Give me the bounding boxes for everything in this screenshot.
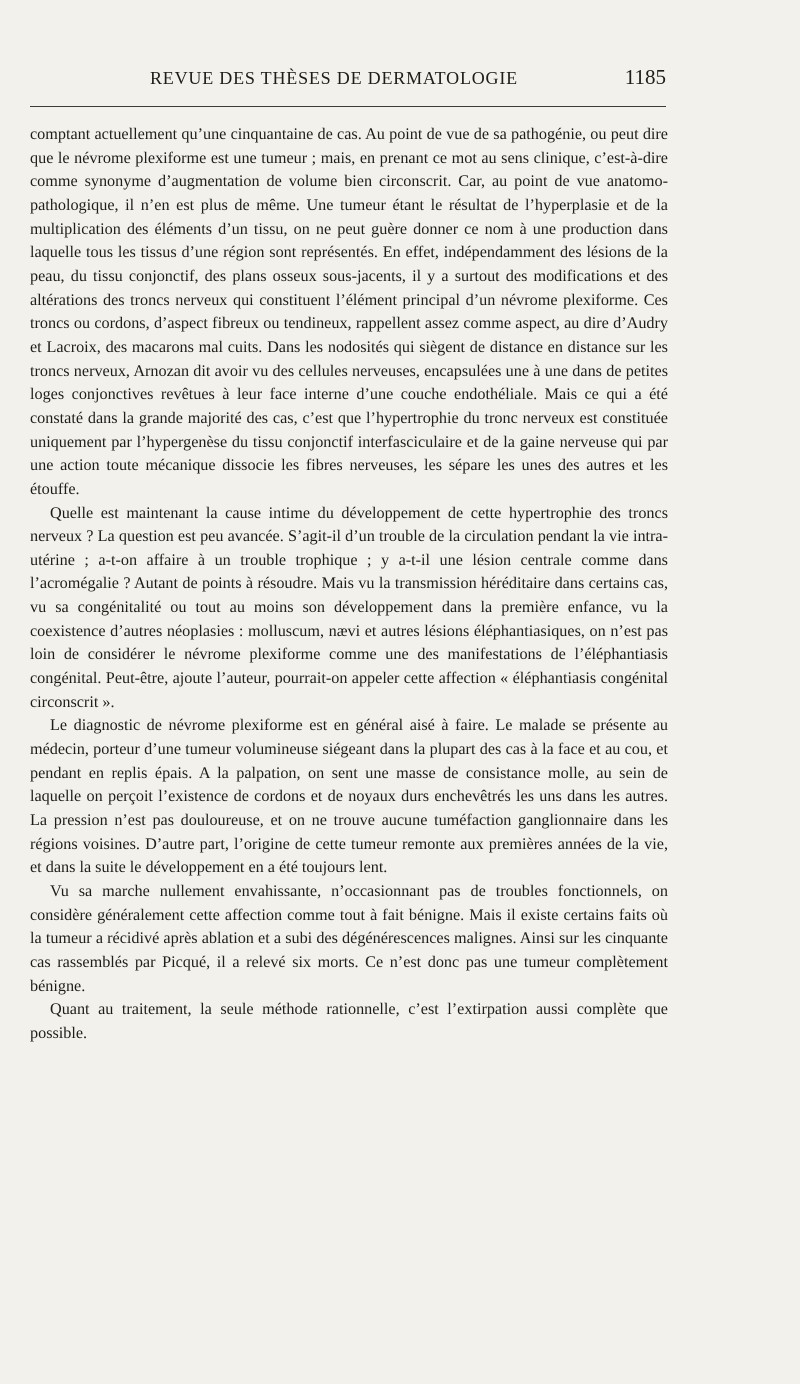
paragraph: Quelle est maintenant la cause intime du développement de cette hypertrophie des troncs nerveux ? La question est peu avancée. S’agit-il d’un trouble de la circulation pendant la vie intra-utérine ; a-t-on affaire à un trouble trophique ; y a-t-il une lésion centrale comme dans l’acromégalie ? Autant de points à résoudre. Mais vu la transmission héréditaire dans certains cas, vu sa congénitalité ou tout au moins son développement dans la première enfance, vu la coexistence d’autres néoplasies : molluscum, nævi et autres lésions éléphantiasiques, on n’est pas loin de considérer le névrome plexiforme comme une des manifestations de l’éléphantiasis congénital. Peut-être, ajoute l’auteur, pourrait-on appeler cette affection « éléphantiasis congénital circonscrit ».: [30, 503, 668, 711]
header-rule: [30, 106, 666, 107]
page-number: 1185: [624, 65, 666, 89]
paragraph: Quant au traitement, la seule méthode rationnelle, c’est l’extirpation aussi complète que possible.: [30, 1000, 668, 1042]
paragraph: Le diagnostic de névrome plexiforme est en général aisé à faire. Le malade se présente au médecin, porteur d’une tumeur volumineuse siégeant dans la plupart des cas à la face et au cou, et pendant en replis épais. A la palpation, on sent une masse de consistance molle, au sein de laquelle on perçoit l’existence de cordons et de noyaux durs enchevêtrés les uns dans les autres. La pression n’est pas douloureuse, et on ne trouve aucune tuméfaction ganglionnaire dans les régions voisines. D’autre part, l’origine de cette tumeur remonte aux premières années de la vie, et dans la suite le développement en a été toujours lent.: [30, 716, 668, 877]
running-title: REVUE DES THÈSES DE DERMATOLOGIE: [150, 68, 518, 88]
article-body: [30, 123, 668, 1046]
page-header: [140, 65, 670, 98]
paragraph: Vu sa marche nullement envahissante, n’occasionnant pas de troubles fonctionnels, on considère généralement cette affection comme tout à fait bénigne. Mais il existe certains faits où la tumeur a récidivé après ablation et a subi des dégénérescences malignes. Ainsi sur les cinquante cas rassemblés par Picqué, il a relevé six morts. Ce n’est donc pas une tumeur complètement bénigne.: [30, 882, 668, 995]
paragraph: comptant actuellement qu’une cinquantaine de cas. Au point de vue de sa pathogénie, ou peut dire que le névrome plexiforme est une tumeur ; mais, en prenant ce mot au sens clinique, c’est-à-dire comme synonyme d’augmentation de volume bien circonscrit. Car, au point de vue anatomo-pathologique, il n’en est plus de même. Une tumeur étant le résultat de l’hyperplasie et de la multiplication des éléments d’un tissu, on ne peut guère donner ce nom à une production dans laquelle tous les tissus d’une région sont représentés. En effet, indépendamment des lésions de la peau, du tissu conjonctif, des plans osseux sous-jacents, il y a surtout des modifications et des altérations des troncs nerveux qui constituent l’élément principal d’un névrome plexiforme. Ces troncs ou cordons, d’aspect fibreux ou tendineux, rappellent assez comme aspect, au dire d’Audry et Lacroix, des macarons mal cuits. Dans les nodosités qui siègent de distance en distance sur les troncs nerveux, Arnozan dit avoir vu des cellules nerveuses, encapsulées une à une dans de petites loges conjonctives revêtues à leur face interne d’une couche endothéliale. Mais ce qui a été constaté dans la grande majorité des cas, c’est que l’hypertrophie du tronc nerveux est constituée uniquement par l’hypergenèse du tissu conjonctif interfasciculaire et de la gaine nerveuse qui par une action toute mécanique dissocie les fibres nerveuses, les sépare les unes des autres et les étouffe.: [30, 125, 668, 498]
